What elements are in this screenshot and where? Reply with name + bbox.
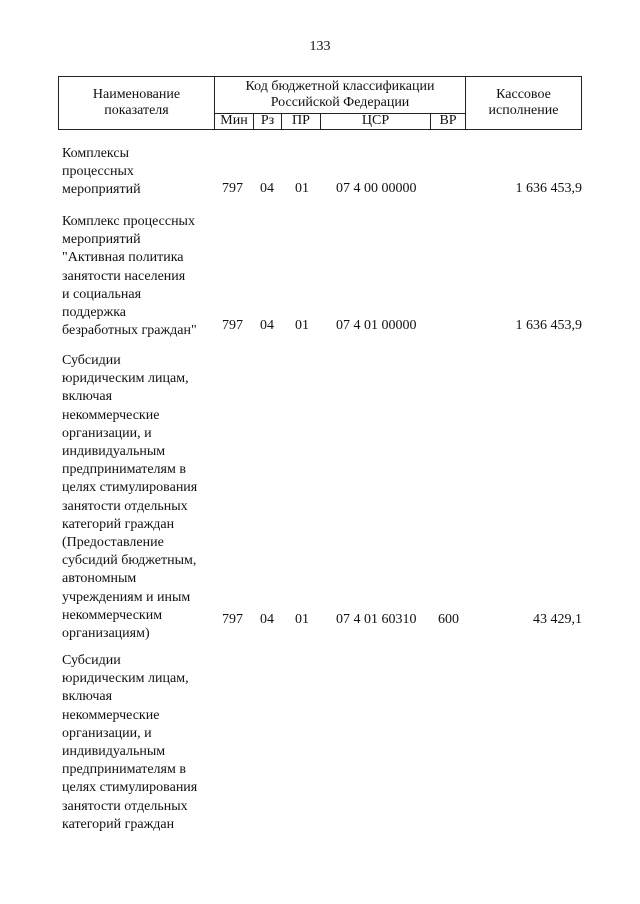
rz-code: 04 (260, 318, 274, 333)
csr-code: 07 4 01 00000 (336, 318, 417, 333)
header-min: Мин (214, 113, 254, 130)
pr-code: 01 (295, 318, 309, 333)
cash-amount: 1 636 453,9 (515, 318, 582, 333)
header-rz: Рз (253, 113, 282, 130)
indicator-name: Комплексы процессных мероприятий (62, 146, 141, 198)
indicator-name: Субсидии юридическим лицам, включая некоммерческие организации, и индивидуальным предпринимателям в целях стимулирования занятости отдельных категорий граждан (62, 653, 198, 832)
min-code: 797 (222, 318, 243, 333)
indicator-name: Субсидии юридическим лицам, включая некоммерческие организации, и индивидуальным предпринимателям в целях стимулирования занятости отдельных категорий граждан (Предоставление субсидий бюджетным, автономным учреждениям и иным некоммерческим организациям) (62, 353, 198, 642)
header-pr: ПР (281, 113, 321, 130)
csr-code: 07 4 00 00000 (336, 181, 417, 196)
header-code-group: Код бюджетной классификации Российской Федерации (214, 76, 466, 114)
csr-code: 07 4 01 60310 (336, 612, 417, 627)
page-number: 133 (309, 39, 331, 54)
pr-code: 01 (295, 181, 309, 196)
pr-code: 01 (295, 612, 309, 627)
header-vr: ВР (430, 113, 466, 130)
header-cash-column: Кассовое исполнение (465, 76, 582, 130)
vr-code: 600 (438, 612, 459, 627)
min-code: 797 (222, 181, 243, 196)
cash-amount: 43 429,1 (533, 612, 582, 627)
cash-amount: 1 636 453,9 (515, 181, 582, 196)
header-name-column: Наименование показателя (58, 76, 215, 130)
indicator-name: Комплекс процессных мероприятий "Активная политика занятости населения и социальная поддержка безработных граждан" (62, 214, 197, 339)
rz-code: 04 (260, 612, 274, 627)
rz-code: 04 (260, 181, 274, 196)
min-code: 797 (222, 612, 243, 627)
header-csr: ЦСР (320, 113, 431, 130)
